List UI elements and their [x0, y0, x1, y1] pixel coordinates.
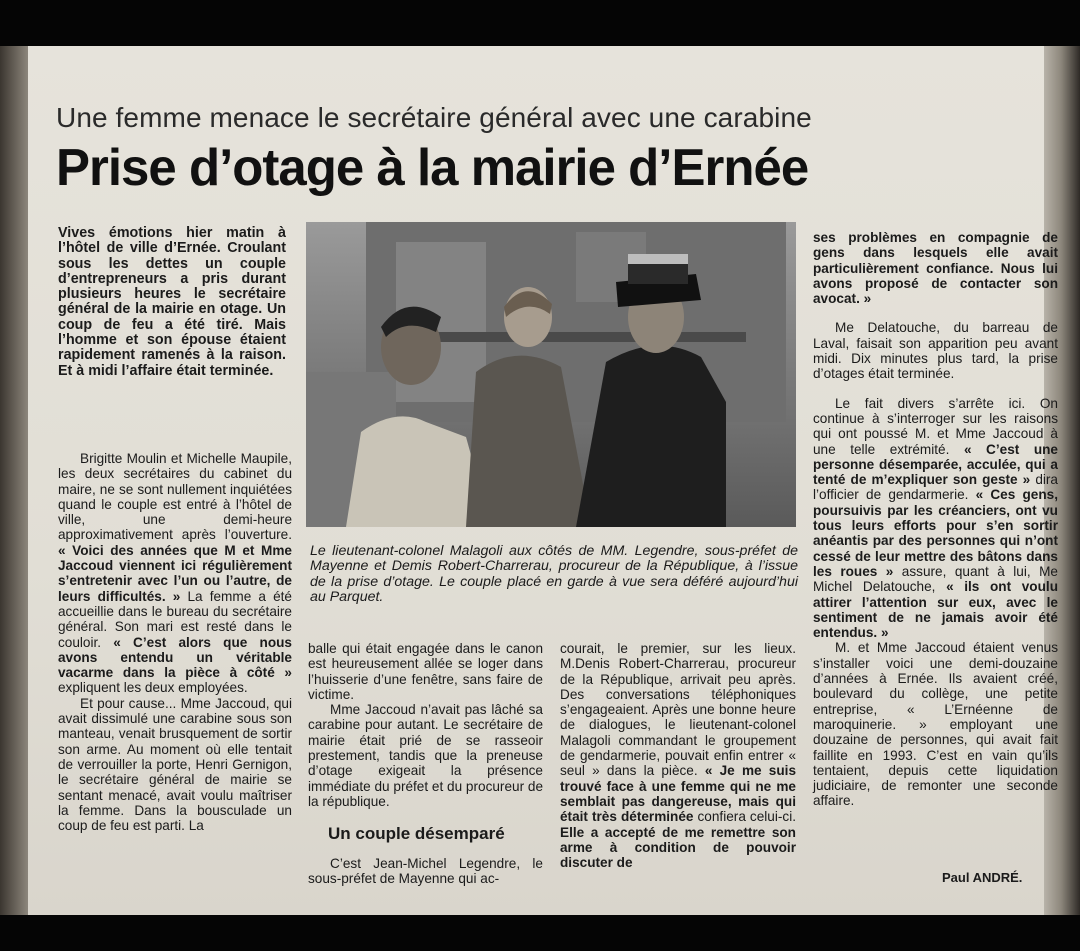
column-2-continued	[308, 856, 543, 887]
photo-three-men-illustration	[306, 222, 796, 527]
author-byline: Paul ANDRÉ.	[942, 870, 1023, 885]
column-1	[58, 451, 292, 833]
bottom-black-border	[0, 915, 1080, 951]
column-1-paragraph-1: Brigitte Moulin et Michelle Maupile, les deux secrétaires du cabinet du maire, ne se sont nullement inquiétées quand le couple est entré à l’hôtel de ville, une demi-heure approximativement après l’ouverture. « Voici des années que M et Mme Jaccoud viennent ici régulièrement s’entretenir avec l’un ou l’autre, de leurs difficultés. » La femme a été accueillie dans le bureau du secrétaire général. Son mari est resté dans le couloir. « C’est alors que nous avons entendu un véritable vacarme dans la pièce à côté » expliquent les deux employées.	[58, 451, 292, 696]
article-headline: Prise d’otage à la mairie d’Ernée	[56, 139, 809, 197]
column-2	[308, 641, 543, 809]
news-photo	[306, 222, 796, 527]
column-4	[813, 230, 1058, 809]
column-4-paragraph-1: ses problèmes en compagnie de gens dans lesquels elle avait particulièrement confiance. Nous lui avons proposé de contacter son avocat. »	[813, 230, 1058, 307]
subheading: Un couple désemparé	[328, 824, 505, 843]
column-2-paragraph-3: C’est Jean-Michel Legendre, le sous-préfet de Mayenne qui ac-	[308, 856, 543, 887]
article-lead: Vives émotions hier matin à l’hôtel de ville d’Ernée. Croulant sous les dettes un couple d’entrepreneurs a pris durant plusieurs heures le secrétaire général de la mairie en otage. Un coup de feu a été tiré. Mais l’homme et son épouse étaient rapidement ramenés à la raison. Et à midi l’affaire était terminée.	[58, 225, 286, 379]
book-spine-left	[0, 46, 28, 915]
column-1-paragraph-2: Et pour cause... Mme Jaccoud, qui avait dissimulé une carabine sous son manteau, venait brusquement de sortir son arme. Au moment où elle tentait de verrouiller la porte, Henri Gernigon, le secrétaire général de mairie se sentant menacé, avait voulu maîtriser la femme. Dans la bousculade un coup de feu est parti. La	[58, 695, 292, 834]
top-black-border	[0, 0, 1080, 46]
column-2-paragraph-1: balle qui était engagée dans le canon est heureusement allée se loger dans l’huisserie d’une fenêtre, sans faire de victime.	[308, 641, 543, 702]
newspaper-clipping	[28, 46, 1058, 915]
photo-caption: Le lieutenant-colonel Malagoli aux côtés de MM. Legendre, sous-préfet de Mayenne et Demis Robert-Charrerau, procureur de la République, à l’issue de la prise d’otage. Le couple placé en garde à vue sera déféré aujourd’hui au Parquet.	[310, 543, 798, 606]
column-2-paragraph-2: Mme Jaccoud n’avait pas lâché sa carabine pour autant. Le secrétaire de mairie était prié de se rasseoir prestement, tandis que la preneuse d’otage exigeait la présence immédiate du préfet et du procureur de la république.	[308, 702, 544, 809]
column-3-paragraph-1: courait, le premier, sur les lieux. M.Denis Robert-Charrerau, procureur de la République, arrivait peu après. Des conversations téléphoniques s’engageaient. Après une bonne heure de dialogues, le lieutenant-colonel Malagoli commandant le groupement de gendarmerie, pouvait enfin entrer « seul » dans la pièce. « Je me suis trouvé face à une femme qui ne me semblait pas dangereuse, mais qui était très déterminée confiera celui-ci. Elle a accepté de me remettre son arme à condition de pouvoir discuter de	[560, 641, 797, 871]
column-4-paragraph-3: Le fait divers s’arrête ici. On continue à s’interroger sur les raisons qui ont poussé M. et Mme Jaccoud à une telle extrémité. « C’est une personne désemparée, acculée, qui a tenté de m’expliquer son geste » dira l’officier de gendarmerie. « Ces gens, poursuivis par les créanciers, ont vu tous leurs efforts pour s’en sortir anéantis par des personnes qui n’ont cessé de leur mettre des bâtons dans les roues » assure, quant à lui, Me Michel Delatouche, « ils ont voulu attirer l’attention sur eux, avec le sentiment de ne jamais avoir été entendus. »	[813, 395, 1058, 641]
column-4-paragraph-2: Me Delatouche, du barreau de Laval, faisait son apparition peu avant midi. Dix minutes plus tard, la prise d’otages était terminée.	[813, 320, 1058, 382]
article-kicker: Une femme menace le secrétaire général avec une carabine	[56, 102, 812, 133]
column-4-paragraph-4: M. et Mme Jaccoud étaient venus s’installer voici une demi-douzaine d’années à Ernée. Ils avaient créé, boulevard du collège, une petite entreprise, « L’Ernéenne de maroquinerie. » employant une douzaine de personnes, qui avait fait faillite en 1993. C’est en vain qu’ils tentaient, depuis cette liquidation judiciaire, de remonter une seconde affaire.	[813, 640, 1058, 809]
column-3	[560, 641, 796, 870]
